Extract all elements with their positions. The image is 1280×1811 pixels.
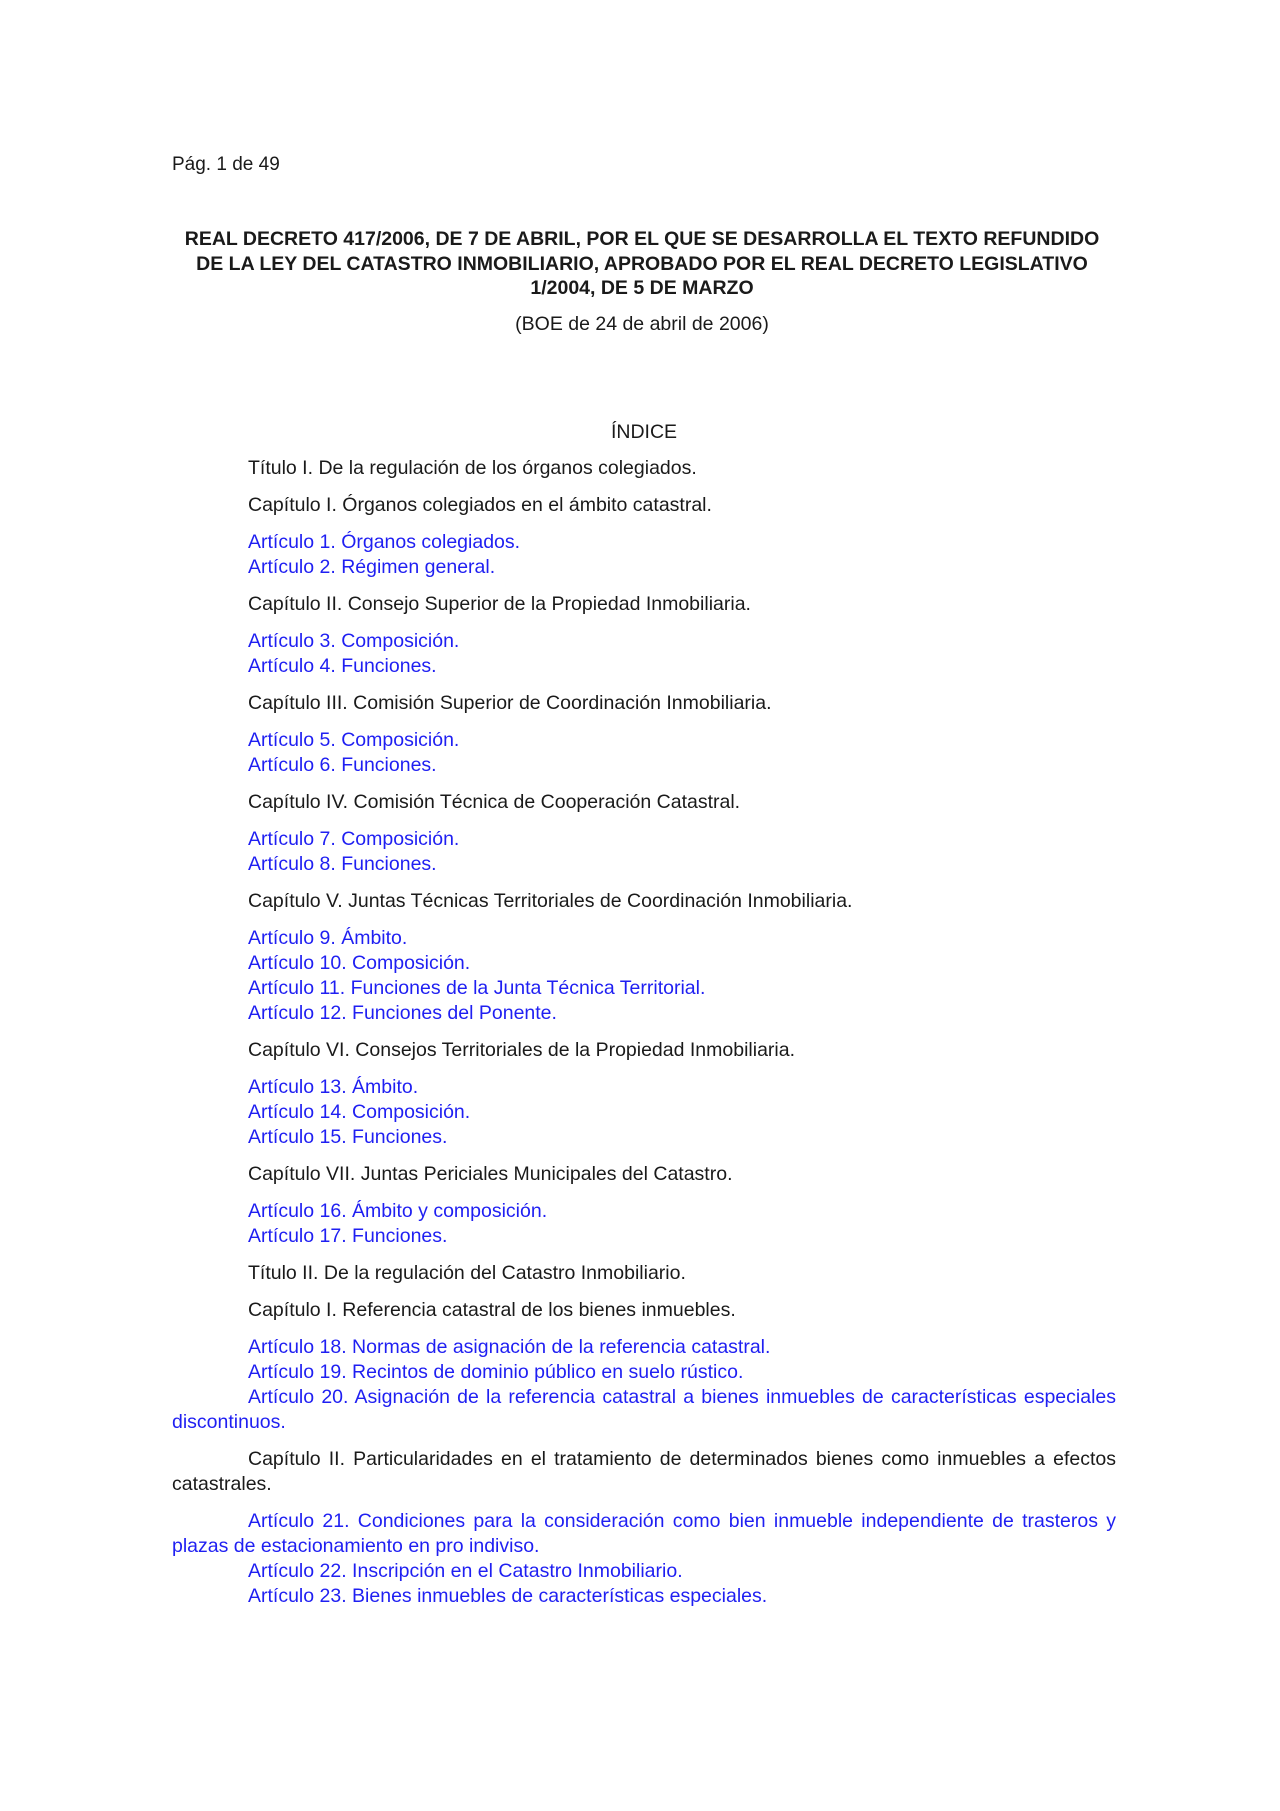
title-block bbox=[172, 227, 1112, 336]
toc-article-group bbox=[172, 1199, 1116, 1249]
toc-link-articulo-22[interactable]: Artículo 22. Inscripción en el Catastro Inmobiliario. bbox=[248, 1560, 683, 1582]
toc-link-articulo-20[interactable]: Artículo 20. Asignación de la referencia catastral a bienes inmuebles de características especiales discontinuos. bbox=[172, 1386, 1116, 1433]
toc-link-articulo-17[interactable]: Artículo 17. Funciones. bbox=[248, 1225, 448, 1247]
toc-link-articulo-15[interactable]: Artículo 15. Funciones. bbox=[248, 1126, 448, 1148]
toc-capitulo-1-3: Capítulo III. Comisión Superior de Coordinación Inmobiliaria. bbox=[248, 692, 772, 714]
toc-article-group bbox=[172, 530, 1116, 580]
toc-article-group bbox=[172, 827, 1116, 877]
toc-article-group bbox=[172, 728, 1116, 778]
toc-titulo-1: Título I. De la regulación de los órganos colegiados. bbox=[248, 457, 697, 479]
toc-heading: ÍNDICE bbox=[610, 421, 678, 443]
toc-link-articulo-18[interactable]: Artículo 18. Normas de asignación de la referencia catastral. bbox=[248, 1336, 771, 1358]
toc-link-articulo-3[interactable]: Artículo 3. Composición. bbox=[248, 630, 460, 652]
toc-link-articulo-16[interactable]: Artículo 16. Ámbito y composición. bbox=[248, 1200, 548, 1222]
toc-link-articulo-11[interactable]: Artículo 11. Funciones de la Junta Técnica Territorial. bbox=[248, 977, 706, 999]
toc-link-articulo-8[interactable]: Artículo 8. Funciones. bbox=[248, 853, 437, 875]
toc-link-articulo-9[interactable]: Artículo 9. Ámbito. bbox=[248, 927, 408, 949]
toc-capitulo-1-4: Capítulo IV. Comisión Técnica de Cooperación Catastral. bbox=[248, 791, 741, 813]
toc-titulo-2: Título II. De la regulación del Catastro Inmobiliario. bbox=[248, 1262, 686, 1284]
toc-article-group bbox=[172, 1509, 1116, 1609]
toc-link-articulo-14[interactable]: Artículo 14. Composición. bbox=[248, 1101, 471, 1123]
toc-link-articulo-13[interactable]: Artículo 13. Ámbito. bbox=[248, 1076, 419, 1098]
toc-link-articulo-10[interactable]: Artículo 10. Composición. bbox=[248, 952, 471, 974]
toc-capitulo-2-1: Capítulo I. Referencia catastral de los bienes inmuebles. bbox=[248, 1299, 736, 1321]
toc-link-articulo-2[interactable]: Artículo 2. Régimen general. bbox=[248, 556, 496, 578]
toc-link-articulo-21[interactable]: Artículo 21. Condiciones para la consideración como bien inmueble independiente de trasteros y plazas de estacionamiento en pro indiviso. bbox=[172, 1510, 1116, 1557]
toc-capitulo-1-5: Capítulo V. Juntas Técnicas Territoriales de Coordinación Inmobiliaria. bbox=[248, 890, 853, 912]
table-of-contents bbox=[172, 420, 1116, 1621]
toc-link-articulo-5[interactable]: Artículo 5. Composición. bbox=[248, 729, 460, 751]
toc-capitulo-2-2: Capítulo II. Particularidades en el tratamiento de determinados bienes como inmuebles a efectos catastrales. bbox=[172, 1448, 1116, 1495]
toc-link-articulo-7[interactable]: Artículo 7. Composición. bbox=[248, 828, 460, 850]
toc-link-articulo-1[interactable]: Artículo 1. Órganos colegiados. bbox=[248, 531, 521, 553]
toc-capitulo-1-6: Capítulo VI. Consejos Territoriales de la Propiedad Inmobiliaria. bbox=[248, 1039, 796, 1061]
document-subtitle: (BOE de 24 de abril de 2006) bbox=[515, 312, 769, 335]
document-title: REAL DECRETO 417/2006, DE 7 DE ABRIL, POR EL QUE SE DESARROLLA EL TEXTO REFUNDIDO DE LA LEY DEL CATASTRO INMOBILIARIO, APROBADO POR EL REAL DECRETO LEGISLATIVO 1/2004, DE 5 DE MARZO bbox=[184, 228, 1100, 299]
toc-article-group bbox=[172, 926, 1116, 1026]
toc-capitulo-1-1: Capítulo I. Órganos colegiados en el ámbito catastral. bbox=[248, 494, 712, 516]
toc-capitulo-1-2: Capítulo II. Consejo Superior de la Propiedad Inmobiliaria. bbox=[248, 593, 751, 615]
toc-capitulo-1-7: Capítulo VII. Juntas Periciales Municipales del Catastro. bbox=[248, 1163, 733, 1185]
toc-link-articulo-19[interactable]: Artículo 19. Recintos de dominio público en suelo rústico. bbox=[248, 1361, 744, 1383]
toc-link-articulo-12[interactable]: Artículo 12. Funciones del Ponente. bbox=[248, 1002, 557, 1024]
toc-link-articulo-6[interactable]: Artículo 6. Funciones. bbox=[248, 754, 437, 776]
toc-link-articulo-4[interactable]: Artículo 4. Funciones. bbox=[248, 655, 437, 677]
toc-link-articulo-23[interactable]: Artículo 23. Bienes inmuebles de características especiales. bbox=[248, 1585, 768, 1607]
page-number: Pág. 1 de 49 bbox=[172, 154, 280, 175]
toc-article-group bbox=[172, 1075, 1116, 1150]
toc-article-group bbox=[172, 629, 1116, 679]
toc-article-group bbox=[172, 1335, 1116, 1435]
